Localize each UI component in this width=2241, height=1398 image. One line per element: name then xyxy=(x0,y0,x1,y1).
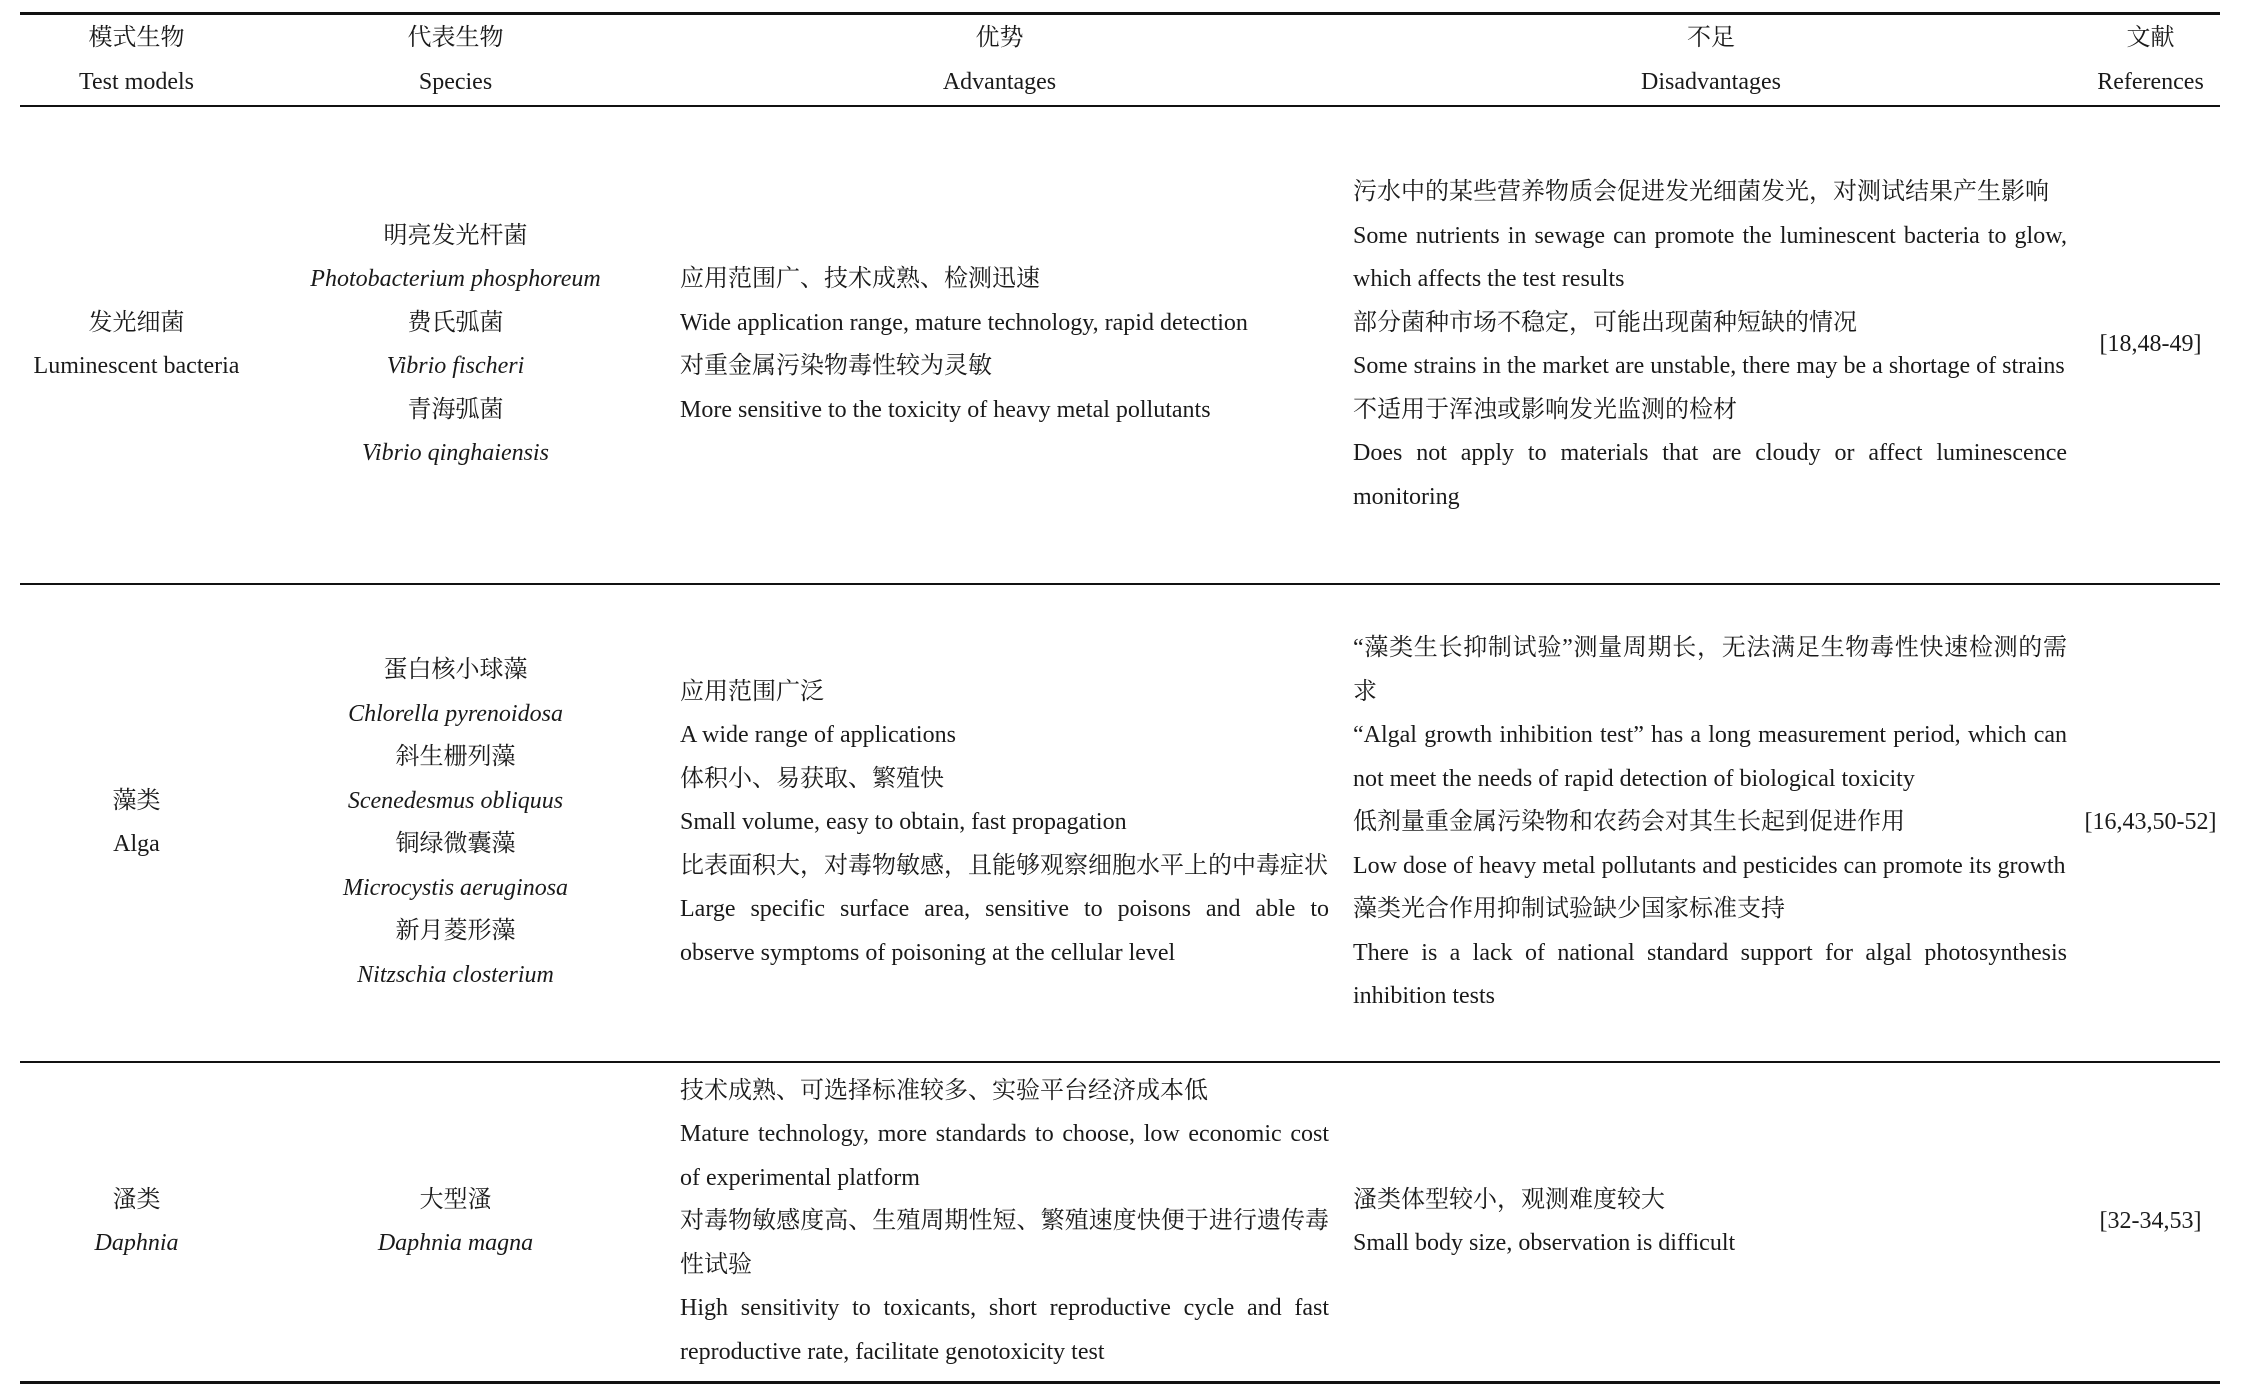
table-row xyxy=(20,106,2220,584)
species-cell: 明亮发光杆菌 Photobacterium phosphoreum 费氏弧菌 Vibrio fischeri 青海弧菌 Vibrio qinghaiensis xyxy=(310,222,601,466)
model-cell: 藻类 Alga xyxy=(112,787,161,857)
header-references: 文献 References xyxy=(2097,25,2204,95)
comparison-table xyxy=(20,12,2220,1384)
model-cell: 发光细菌 Luminescent bacteria xyxy=(33,309,240,379)
table-header-row xyxy=(20,14,2220,107)
references-cell: [32-34,53] xyxy=(2099,1208,2202,1235)
species-cell: 大型溞 Daphnia magna xyxy=(377,1186,534,1256)
disadvantages-cell: 污水中的某些营养物质会促进发光细菌发光，对测试结果产生影响 Some nutrients in sewage can promote the luminescent bacteria to glow, which affects the test results 部分菌种市场不稳定，可能出现菌种短缺的情况 Some strains in the market are unstable, there may be a shortage of strains 不适用于浑浊或影响发光监测的检材 Does not apply to materials that are cloudy or affect luminescence monitoring xyxy=(1353,179,2067,510)
advantages-cell: 技术成熟、可选择标准较多、实验平台经济成本低 Mature technology, more standards to choose, low economic cost of experimental platform 对毒物敏感度高、生殖周期性短、繁殖速度快便于进行遗传毒性试验 High sensitivity to toxicants, short reproductive cycle and fast reproductive rate, facilitate genotoxicity test xyxy=(680,1077,1329,1365)
disadvantages-cell: 溞类体型较小，观测难度较大 Small body size, observation is difficult xyxy=(1353,1186,1736,1256)
disadvantages-cell: “藻类生长抑制试验”测量周期长，无法满足生物毒性快速检测的需求 “Algal growth inhibition test” has a long measurement period, which can not meet the needs of rapid detection of biological toxicity 低剂量重金属污染物和农药会对其生长起到促进作用 Low dose of heavy metal pollutants and pesticides can promote its growth 藻类光合作用抑制试验缺少国家标准支持 There is a lack of national standard support for algal photosynthesis inhibition tests xyxy=(1353,635,2067,1010)
advantages-cell: 应用范围广、技术成熟、检测迅速 Wide application range, mature technology, rapid detection 对重金属污染物毒性较为灵敏 More sensitive to the toxicity of heavy metal pollutants xyxy=(680,266,1248,423)
table-row xyxy=(20,1062,2220,1383)
species-cell: 蛋白核小球藻 Chlorella pyrenoidosa 斜生栅列藻 Scenedesmus obliquus 铜绿微囊藻 Microcystis aeruginosa 新月菱形藻 Nitzschia closterium xyxy=(342,657,569,988)
table-row xyxy=(20,584,2220,1062)
header-test-models: 模式生物 Test models xyxy=(79,25,194,95)
header-disadvantages: 不足 Disadvantages xyxy=(1641,25,1781,95)
references-cell: [18,48-49] xyxy=(2099,331,2202,358)
advantages-cell: 应用范围广泛 A wide range of applications 体积小、易获取、繁殖快 Small volume, easy to obtain, fast propagation 比表面积大，对毒物敏感，且能够观察细胞水平上的中毒症状 Large specific surface area, sensitive to poisons and able to observe symptoms of poisoning at the cellular level xyxy=(680,678,1329,966)
model-cell: 溞类 Daphnia xyxy=(94,1186,179,1256)
header-species: 代表生物 Species xyxy=(407,25,504,95)
header-advantages: 优势 Advantages xyxy=(942,25,1057,95)
references-cell: [16,43,50-52] xyxy=(2084,809,2217,836)
